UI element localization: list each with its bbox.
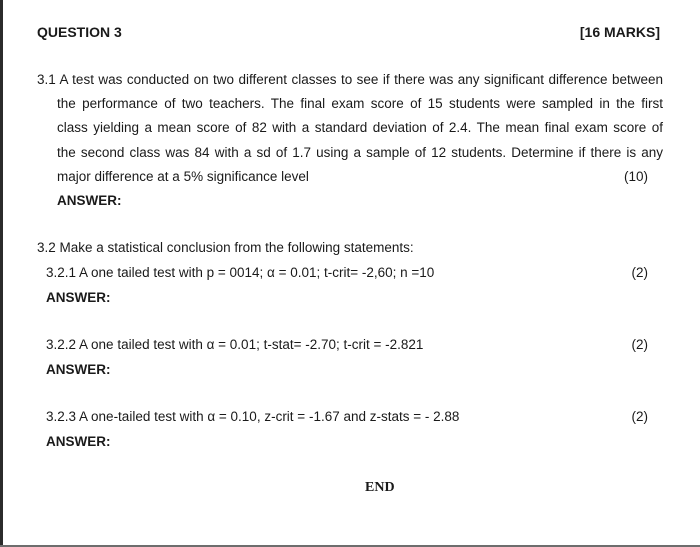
q31-marks: (10) xyxy=(623,169,648,184)
q31-line-1: 3.1 A test was conducted on two different classes to see if there was any significant difference between xyxy=(37,72,663,87)
q322-answer-label: ANSWER: xyxy=(46,362,111,377)
q31-line-3: class yielding a mean score of 82 with a standard deviation of 2.4. The mean final exam score of xyxy=(57,120,663,135)
question-title: QUESTION 3 xyxy=(37,24,122,40)
q31-line-5: major difference at a 5% significance level xyxy=(57,169,309,184)
q321-answer-label: ANSWER: xyxy=(46,290,111,305)
q32-intro: 3.2 Make a statistical conclusion from the following statements: xyxy=(37,240,414,255)
left-border xyxy=(0,0,3,547)
q323-answer-label: ANSWER: xyxy=(46,434,111,449)
q31-line-4: the second class was 84 with a sd of 1.7 using a sample of 12 students. Determine if there is any xyxy=(57,145,663,160)
q323-text: 3.2.3 A one-tailed test with α = 0.10, z-crit = -1.67 and z-stats = - 2.88 xyxy=(46,409,460,424)
q322-text: 3.2.2 A one tailed test with α = 0.01; t-stat= -2.70; t-crit = -2.821 xyxy=(46,337,424,352)
q323-marks: (2) xyxy=(631,409,648,424)
q321-marks: (2) xyxy=(631,265,648,280)
q31-answer-label: ANSWER: xyxy=(57,193,122,208)
q321-text: 3.2.1 A one tailed test with p = 0014; α = 0.01; t-crit= -2,60; n =10 xyxy=(46,265,435,280)
question-total-marks: [16 MARKS] xyxy=(579,24,660,40)
q322-marks: (2) xyxy=(631,337,648,352)
end-label: END xyxy=(365,480,395,495)
q31-line-2: the performance of two teachers. The final exam score of 15 students were sampled in the first xyxy=(57,96,663,111)
